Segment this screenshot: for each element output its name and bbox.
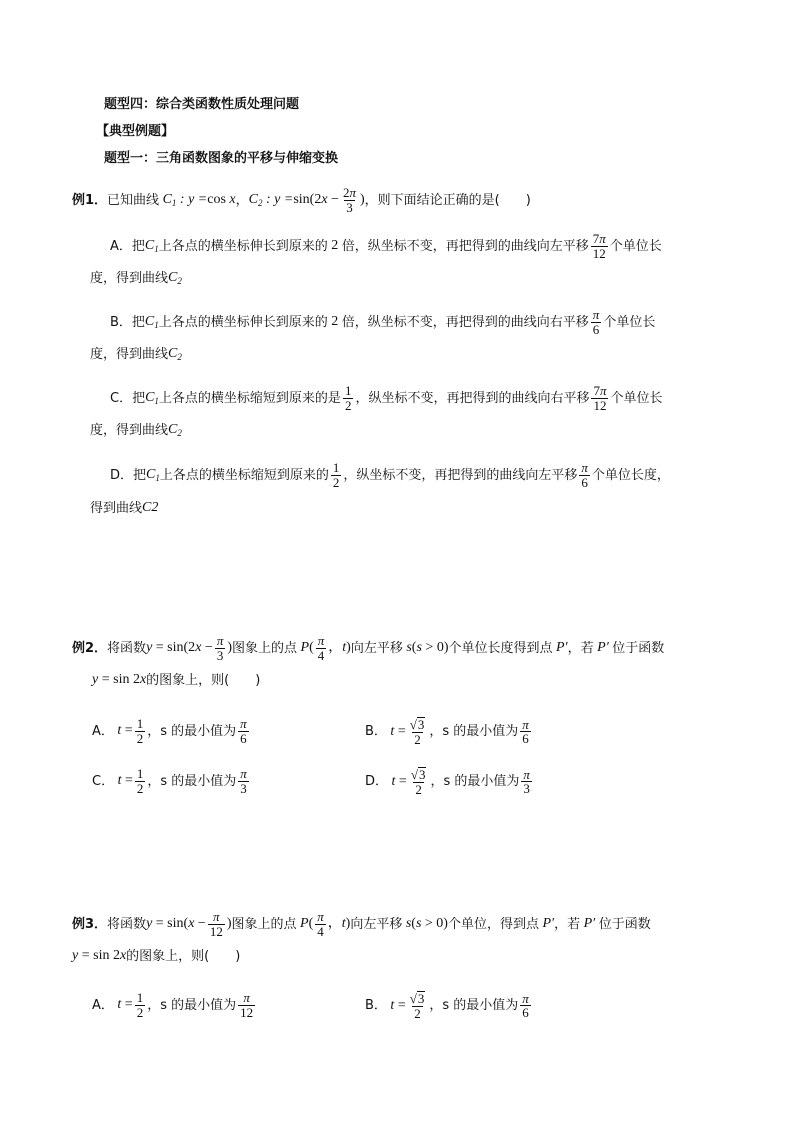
option-number: 2	[331, 314, 339, 330]
option-s-frac: $\frac{\pi}{3}$	[523, 766, 530, 797]
option-prefix: C．把	[110, 390, 146, 406]
option-text: 上各点的横坐标缩短到原来的	[159, 467, 329, 483]
option-text: s 的最小值为	[442, 724, 519, 740]
ex1-option-a: A．把 $C_1$ 上各点的横坐标伸长到原来的 2 倍，纵坐标不变，再把得到的曲线向左平移 $\frac{7\pi}{12}$ 个单位长	[110, 231, 662, 261]
option-label: B．	[365, 998, 387, 1014]
option-label: B．	[365, 724, 387, 740]
ex3-point-frac: $\frac{\pi}{4}$	[317, 909, 324, 939]
option-number-frac: $\frac{1}{2}$	[344, 383, 352, 413]
option-shift-frac: $\frac{7\pi}{12}$	[593, 383, 607, 413]
option-text: 得到曲线	[90, 500, 143, 516]
ex3-question-line2: y = sin 2 x 的图象上，则( )	[72, 948, 241, 964]
option-text: 个单位长度，	[591, 467, 670, 483]
ex3-label: 例3．	[72, 916, 108, 932]
ex2-text: 的图象上，则( )	[146, 672, 261, 688]
ex2-option-d: D． t = √ 3 2 ， s 的最小值为 $\frac{\pi}{3}$	[365, 766, 530, 797]
option-text: s 的最小值为	[443, 774, 520, 790]
option-label: C．	[92, 773, 115, 789]
ex2-question: 例2． 将函数 y = sin(2 x − $\frac{\pi}{3}$ ) 图象上的点 P ( $\frac{\pi}{4}$ ， t ) 向左平移 s ( s > 0) 个单位长度得到点 P′ ，若 P′ 位于函数	[72, 633, 665, 663]
option-text: s 的最小值为	[442, 998, 519, 1014]
ex3-text: 个单位，得到点	[447, 916, 539, 932]
option-t-frac: $\frac{1}{2}$	[136, 716, 144, 746]
ex1-question: 例1． 已知曲线 $C_1$ : y = cos x ， $C_2$ : y = sin(2 x − $\frac{2\pi}{3}$ ) ，则下面结论正确的是( )	[72, 185, 531, 215]
ex2-option-a: A． t = $\frac{1}{2}$ ， s 的最小值为 $\frac{\pi}{6}$	[92, 716, 247, 746]
ex1-intro: 已知曲线	[107, 192, 160, 208]
option-text: s 的最小值为	[160, 997, 237, 1013]
option-t-frac: $\frac{1}{2}$	[136, 766, 144, 796]
ex1-option-d: D．把 $C_1$ 上各点的横坐标缩短到原来的 $\frac{1}{2}$ ，纵坐标不变，再把得到的曲线向左平移 $\frac{\pi}{6}$ 个单位长度，	[110, 460, 670, 490]
ex1-option-c: C．把 $C_1$ 上各点的横坐标缩短到原来的是 $\frac{1}{2}$ ，纵坐标不变，再把得到的曲线向右平移 $\frac{7\pi}{12}$ 个单位长	[110, 383, 663, 413]
ex2-intro: 将函数	[107, 640, 147, 656]
ex3-func: y	[146, 916, 153, 932]
option-shift-frac: $\frac{7\pi}{12}$	[592, 231, 606, 261]
option-text: ，纵坐标不变，再把得到的曲线向左平移	[343, 467, 578, 483]
option-number: 2	[331, 238, 339, 254]
option-text: 上各点的横坐标缩短到原来的是	[158, 390, 341, 406]
section-heading-examples	[96, 125, 174, 138]
ex2-text: 向左平移	[350, 640, 403, 656]
option-s-frac: $\frac{\pi}{12}$	[240, 990, 254, 1020]
ex3-text: 位于函数	[598, 916, 651, 932]
option-text: 倍，纵坐标不变，再把得到的曲线向左平移	[341, 238, 589, 254]
option-text: 度，得到曲线	[90, 271, 169, 286]
ex2-text: 个单位长度得到点	[448, 640, 553, 656]
option-text: s 的最小值为	[160, 723, 237, 739]
ex2-label: 例2．	[72, 640, 108, 656]
option-text: 度，得到曲线	[90, 423, 169, 438]
ex1-option-b: B．把 $C_1$ 上各点的横坐标伸长到原来的 2 倍，纵坐标不变，再把得到的曲线向右平移 $\frac{\pi}{6}$ 个单位长	[110, 307, 656, 337]
option-t-frac: $\frac{1}{2}$	[136, 990, 144, 1020]
ex2-point-frac: $\frac{\pi}{4}$	[317, 633, 325, 663]
ex3-text: 向左平移	[350, 916, 403, 932]
ex2-question-line2: y = sin 2 x 的图象上，则( )	[92, 672, 261, 688]
heading-text: 【典型例题】	[96, 124, 175, 139]
option-s-frac: $\frac{\pi}{6}$	[240, 716, 247, 746]
option-text: 度，得到曲线	[90, 347, 169, 362]
ex3-question: 例3． 将函数 y = sin( x − $\frac{\pi}{12}$ ) 图象上的点 P ( $\frac{\pi}{4}$ ， t ) 向左平移 s ( s > 0) 个单位，得到点 P′ ，若 P′ 位于函数	[72, 909, 651, 939]
ex2-text: ，若	[567, 640, 594, 656]
option-t-frac: √ 3 2	[410, 767, 426, 797]
option-text: s 的最小值为	[160, 773, 237, 789]
option-label: D．	[365, 774, 389, 790]
section-heading-type4	[104, 98, 299, 111]
option-shift-frac: $\frac{\pi}{6}$	[581, 460, 588, 490]
option-label: A．	[92, 997, 114, 1013]
option-text: 倍，纵坐标不变，再把得到的曲线向右平移	[341, 314, 589, 330]
ex3-option-a: A． t = $\frac{1}{2}$ ， s 的最小值为 $\frac{\pi}{12}$	[92, 990, 254, 1020]
ex2-option-b: B． t = √ 3 2 ， s 的最小值为 $\frac{\pi}{6}$	[365, 716, 529, 747]
option-text: 上各点的横坐标伸长到原来的	[158, 314, 328, 330]
option-s-frac: $\frac{\pi}{3}$	[240, 766, 247, 796]
section-heading-type1	[104, 152, 338, 165]
option-text: 个单位长	[609, 238, 662, 254]
option-prefix: A．把	[110, 238, 145, 254]
ex1-option-a-line2: 度，得到曲线 $C_2$	[90, 270, 182, 286]
ex1-c2-frac: $\frac{2\pi}{3}$	[342, 185, 356, 215]
ex1-c1-expr: $C_1$ : y =	[159, 191, 208, 208]
option-t-frac: √ 3 2	[409, 717, 425, 747]
heading-text: 题型一：三角函数图象的平移与伸缩变换	[104, 151, 339, 166]
ex2-option-c: C． t = $\frac{1}{2}$ ， s 的最小值为 $\frac{\pi}{3}$	[92, 766, 247, 796]
ex1-option-c-line2: 度，得到曲线 $C_2$	[90, 422, 182, 438]
option-shift-frac: $\frac{\pi}{6}$	[592, 307, 600, 337]
option-text: ，纵坐标不变，再把得到的曲线向右平移	[355, 390, 590, 406]
option-text: 个单位长	[610, 390, 663, 406]
option-t-frac: √ 3 2	[409, 991, 425, 1021]
option-prefix: B．把	[110, 314, 145, 330]
option-prefix: D．把	[110, 467, 147, 483]
ex1-c2-expr: $C_2$ : y =	[248, 191, 294, 208]
ex1-option-d-line2	[90, 501, 158, 515]
ex2-text: 位于函数	[612, 640, 665, 656]
ex1-option-b-line2: 度，得到曲线 $C_2$	[90, 346, 182, 362]
heading-text: 题型四：综合类函数性质处理问题	[104, 97, 300, 112]
ex3-text: 图象上的点	[231, 916, 297, 932]
ex3-intro: 将函数	[107, 916, 147, 932]
option-text: 上各点的横坐标伸长到原来的	[158, 238, 328, 254]
ex1-label: 例1．	[72, 192, 108, 208]
ex2-func-frac: $\frac{\pi}{3}$	[216, 633, 224, 663]
option-number-frac: $\frac{1}{2}$	[332, 460, 340, 490]
ex3-text: ，若	[554, 916, 581, 932]
ex2-func: y	[146, 640, 153, 656]
ex1-tail: ，则下面结论正确的是( )	[364, 192, 531, 208]
option-text: 个单位长	[603, 314, 656, 330]
ex2-text: 图象上的点	[232, 640, 298, 656]
option-s-frac: $\frac{\pi}{6}$	[522, 990, 529, 1021]
ex3-func-frac: $\frac{\pi}{12}$	[209, 909, 223, 939]
ex3-option-b: B． t = √ 3 2 ， s 的最小值为 $\frac{\pi}{6}$	[365, 990, 529, 1021]
ex3-text: 的图象上，则( )	[126, 948, 241, 964]
option-c2-text: C2	[142, 500, 159, 515]
option-s-frac: $\frac{\pi}{6}$	[522, 716, 529, 747]
option-label: A．	[92, 723, 114, 739]
